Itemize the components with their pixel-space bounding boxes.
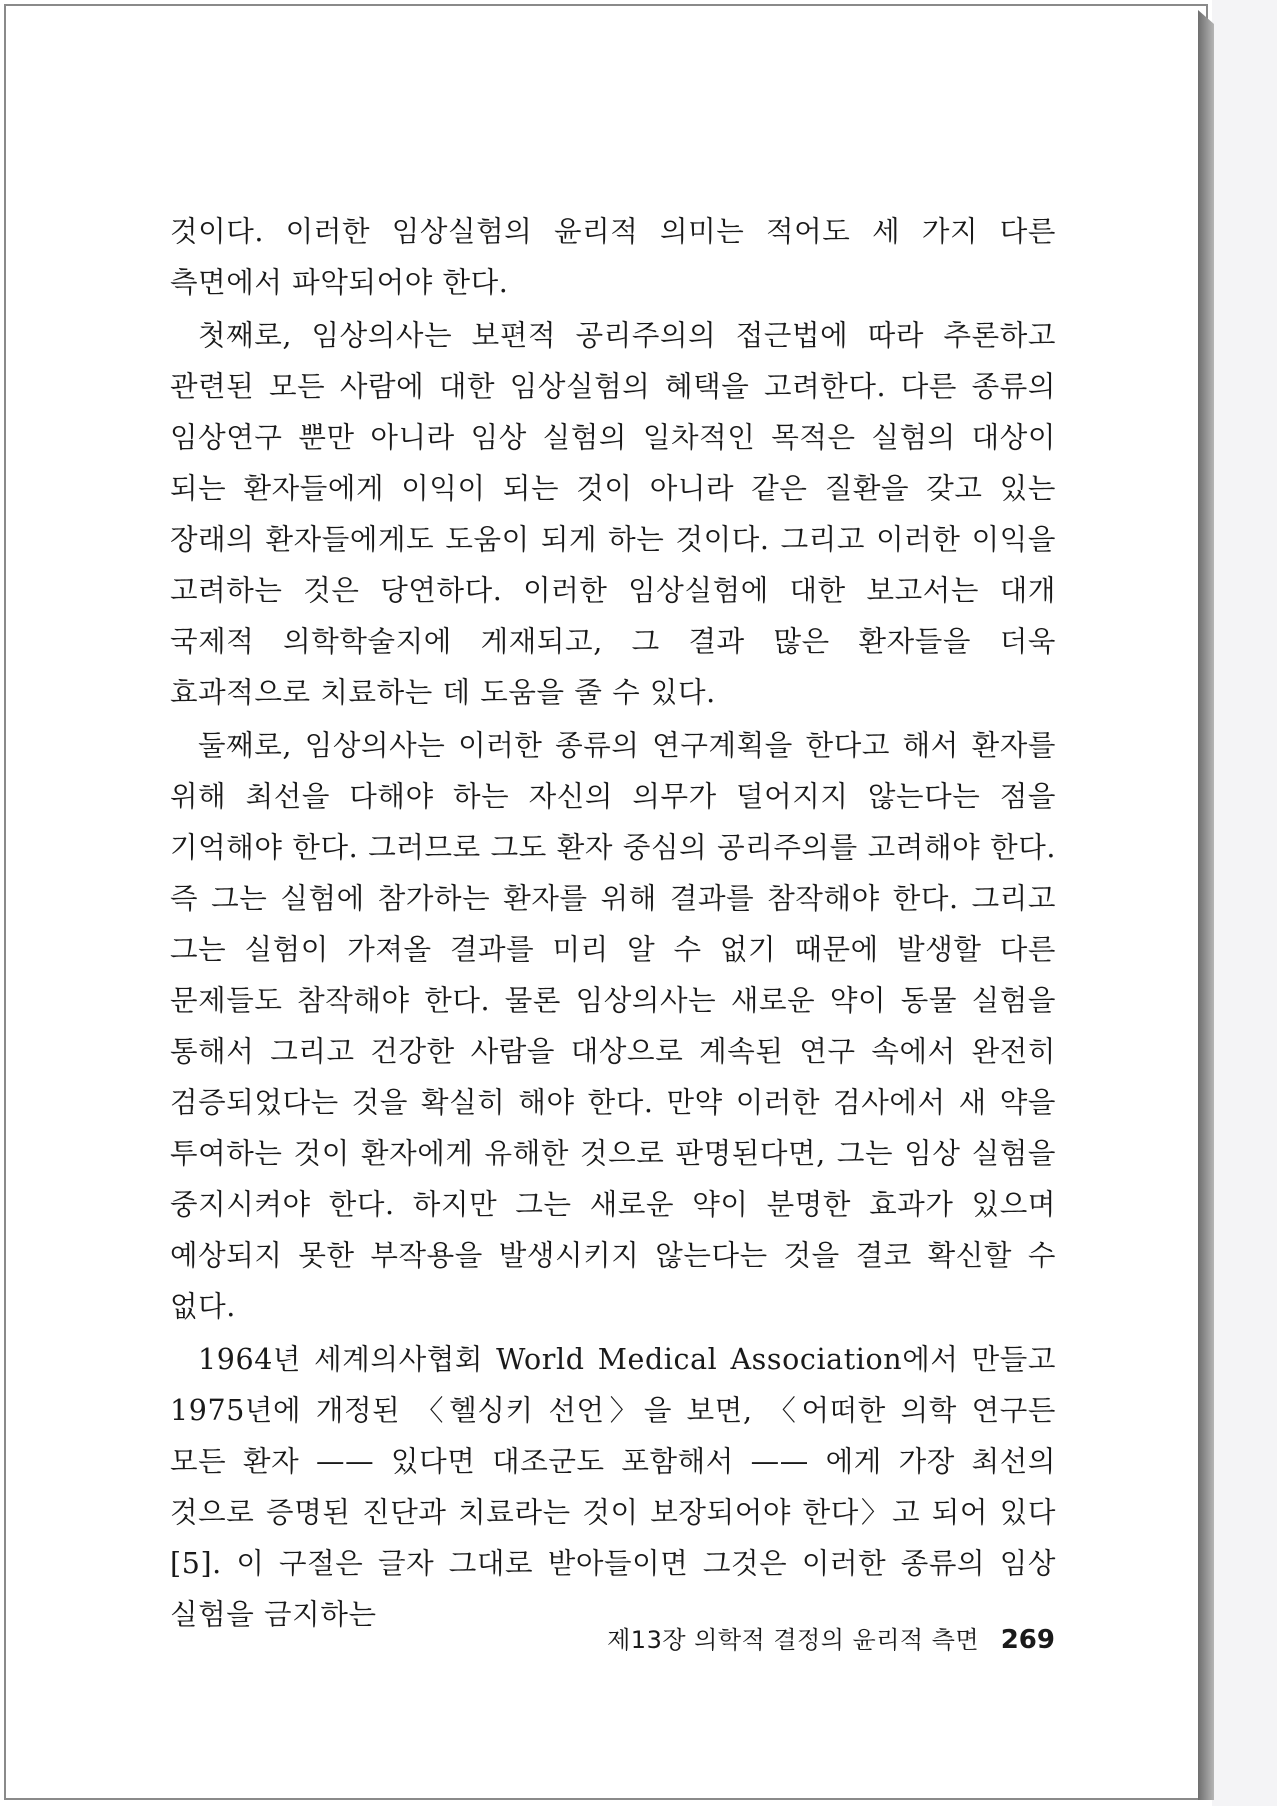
paragraph-helsinki: 1964년 세계의사협회 World Medical Association에서 만들고 1975년에 개정된 〈헬싱키 선언〉을 보면, 〈어떠한 의학 연구든 모든 환자 —— 있다면 대조군도 포함해서 —— 에게 가장 최선의 것으로 증명된 진단과 치료라는 것이 보장되어야 한다〉고 되어 있다[5]. 이 구절은 글자 그대로 받아들이면 그것은 이러한 종류의 임상 실험을 금지하는	[170, 1343, 1056, 1631]
viewer-background	[1212, 0, 1277, 1806]
running-footer	[607, 1620, 1055, 1655]
page-edge-shadow	[1198, 10, 1214, 1800]
body-text	[170, 206, 1056, 1642]
paragraph-second: 둘째로, 임상의사는 이러한 종류의 연구계획을 한다고 해서 환자를 위해 최선을 다해야 하는 자신의 의무가 덜어지지 않는다는 점을 기억해야 한다. 그러므로 그도 환자 중심의 공리주의를 고려해야 한다. 즉 그는 실험에 참가하는 환자를 위해 결과를 참작해야 한다. 그리고 그는 실험이 가져올 결과를 미리 알 수 없기 때문에 발생할 다른 문제들도 참작해야 한다. 물론 임상의사는 새로운 약이 동물 실험을 통해서 그리고 건강한 사람을 대상으로 계속된 연구 속에서 완전히 검증되었다는 것을 확실히 해야 한다. 만약 이러한 검사에서 새 약을 투여하는 것이 환자에게 유해한 것으로 판명된다면, 그는 임상 실험을 중지시켜야 한다. 하지만 그는 새로운 약이 분명한 효과가 있으며 예상되지 못한 부작용을 발생시키지 않는다는 것을 결코 확신할 수 없다.	[170, 729, 1056, 1323]
page-number: 269	[1000, 1625, 1055, 1655]
chapter-title: 제13장 의학적 결정의 윤리적 측면	[607, 1626, 980, 1654]
paragraph-continuation: 것이다. 이러한 임상실험의 윤리적 의미는 적어도 세 가지 다른 측면에서 파악되어야 한다.	[170, 215, 1056, 299]
paragraph-first: 첫째로, 임상의사는 보편적 공리주의의 접근법에 따라 추론하고 관련된 모든 사람에 대한 임상실험의 혜택을 고려한다. 다른 종류의 임상연구 뿐만 아니라 임상 실험의 일차적인 목적은 실험의 대상이 되는 환자들에게 이익이 되는 것이 아니라 같은 질환을 갖고 있는 장래의 환자들에게도 도움이 되게 하는 것이다. 그리고 이러한 이익을 고려하는 것은 당연하다. 이러한 임상실험에 대한 보고서는 대개 국제적 의학학술지에 게재되고, 그 결과 많은 환자들을 더욱 효과적으로 치료하는 데 도움을 줄 수 있다.	[170, 319, 1056, 709]
